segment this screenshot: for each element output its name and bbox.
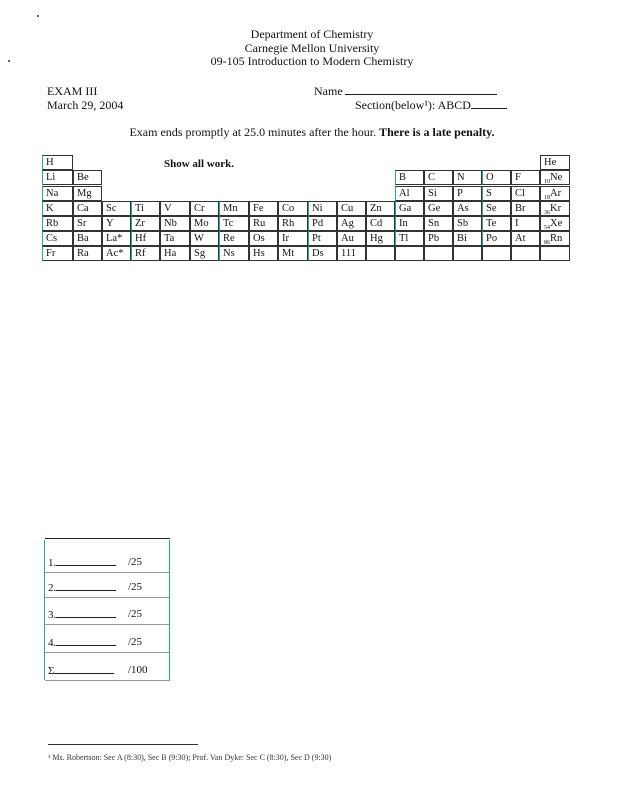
score-blank[interactable] [56,608,116,618]
element-ta: Ta [160,231,190,246]
name-label: Name [314,84,343,98]
element-ag: Ag [337,216,366,231]
element-he: He [540,155,570,170]
element-cu: Cu [337,201,366,216]
element-ti: Ti [131,201,160,216]
element-tc: Tc [219,216,249,231]
element-nb: Nb [160,216,190,231]
element-cs: Cs [42,231,73,246]
exam-title: EXAM III [47,84,98,98]
empty-element-cell [540,246,570,261]
empty-element-cell [453,246,482,261]
element-la: La* [102,231,131,246]
university-line: Carnegie Mellon University [244,40,380,55]
element-co: Co [278,201,308,216]
element-p: P [453,186,482,201]
score-row-rule [45,624,170,625]
element-n: N [453,170,482,185]
section-label: Section(below¹): ABCD [355,98,471,112]
element-mo: Mo [190,216,219,231]
element-sn: Sn [424,216,453,231]
element-ra: Ra [73,246,102,261]
element-ne: $_{10}$Ne [540,170,570,185]
empty-element-cell [366,246,395,261]
element-ba: Ba [73,231,102,246]
element-111: 111 [337,246,366,261]
element-ni: Ni [308,201,337,216]
score-row-rule [45,597,170,598]
element-pt: Pt [308,231,337,246]
footnote: ¹ Ms. Robertson: Sec A (8:30), Sec B (9:30); Prof. Van Dyke: Sec C (8:30), Sec D (9:30) [48,753,332,762]
instructions-text: Exam ends promptly at 25.0 minutes after the hour. [129,125,380,139]
score-box-right-edge [169,540,170,680]
element-o: O [482,170,511,185]
element-v: V [160,201,190,216]
element-s: S [482,186,511,201]
late-penalty-text: There is a late penalty. [379,125,495,139]
empty-element-cell [424,246,453,261]
element-po: Po [482,231,511,246]
element-te: Te [482,216,511,231]
element-ca: Ca [73,201,102,216]
element-ha: Ha [160,246,190,261]
score-row[interactable] [48,636,143,649]
element-at: At [511,231,540,246]
element-ga: Ga [395,201,424,216]
element-sr: Sr [73,216,102,231]
element-li: Li [42,170,73,185]
element-f: F [511,170,540,185]
empty-element-cell [395,246,424,261]
element-se: Se [482,201,511,216]
element-hg: Hg [366,231,395,246]
element-xe: $_{54}$Xe [540,216,570,231]
element-ge: Ge [424,201,453,216]
element-w: W [190,231,219,246]
element-as: As [453,201,482,216]
score-label: 2. [48,582,57,594]
element-ir: Ir [278,231,308,246]
element-rf: Rf [131,246,160,261]
element-be: Be [73,170,102,185]
score-box-left-edge [44,540,45,680]
element-bi: Bi [453,231,482,246]
element-re: Re [219,231,249,246]
score-row[interactable] [48,608,143,621]
scan-speck [37,15,39,17]
element-ar: $_{18}$Ar [540,186,570,201]
footnote-rule [48,744,198,745]
element-h: H [42,155,73,170]
element-fe: Fe [249,201,278,216]
score-row-rule [45,680,170,681]
element-os: Os [249,231,278,246]
score-max: /25 [128,636,143,648]
element-al: Al [395,186,424,201]
exam-date: March 29, 2004 [47,98,124,112]
element-ac: Ac* [102,246,131,261]
element-zr: Zr [131,216,160,231]
element-sg: Sg [190,246,219,261]
element-mg: Mg [73,186,102,201]
department-line: Department of Chemistry [250,27,374,41]
element-cd: Cd [366,216,395,231]
element-na: Na [42,186,73,201]
periodic-table [0,0,624,270]
element-ns: Ns [219,246,249,261]
element-pd: Pd [308,216,337,231]
scan-speck [8,60,10,62]
element-kr: $_{36}$Kr [540,201,570,216]
score-row-rule [45,572,170,573]
element-sc: Sc [102,201,131,216]
score-row[interactable] [48,556,143,569]
score-blank[interactable] [56,556,116,566]
element-y: Y [102,216,131,231]
score-max: /25 [128,556,143,568]
score-max: /25 [128,581,143,593]
score-box-top-rule [45,538,170,539]
score-max: /100 [128,664,148,676]
score-blank[interactable] [56,636,116,646]
score-row[interactable] [48,664,148,677]
element-fr: Fr [42,246,73,261]
element-si: Si [424,186,453,201]
score-label: Σ [48,665,55,677]
element-ru: Ru [249,216,278,231]
score-label: 4. [48,637,57,649]
score-label: 3. [48,609,57,621]
element-k: K [42,201,73,216]
element-i: I [511,216,540,231]
score-row[interactable] [48,581,143,594]
element-pb: Pb [424,231,453,246]
element-mn: Mn [219,201,249,216]
score-label: 1. [48,557,57,569]
element-hf: Hf [131,231,160,246]
element-rh: Rh [278,216,308,231]
score-row-rule [45,652,170,653]
empty-element-cell [482,246,511,261]
element-sb: Sb [453,216,482,231]
element-au: Au [337,231,366,246]
course-line: 09-105 Introduction to Modern Chemistry [210,54,414,68]
element-cl: Cl [511,186,540,201]
score-max: /25 [128,608,143,620]
element-c: C [424,170,453,185]
element-zn: Zn [366,201,395,216]
element-b: B [395,170,424,185]
show-work-note: Show all work. [164,158,234,170]
element-tl: Tl [395,231,424,246]
element-rb: Rb [42,216,73,231]
element-mt: Mt [278,246,308,261]
empty-element-cell [511,246,540,261]
element-ds: Ds [308,246,337,261]
element-cr: Cr [190,201,219,216]
score-blank[interactable] [56,581,116,591]
element-in: In [395,216,424,231]
element-hs: Hs [249,246,278,261]
score-blank[interactable] [54,664,114,674]
element-rn: $_{86}$Rn [540,231,570,246]
element-br: Br [511,201,540,216]
